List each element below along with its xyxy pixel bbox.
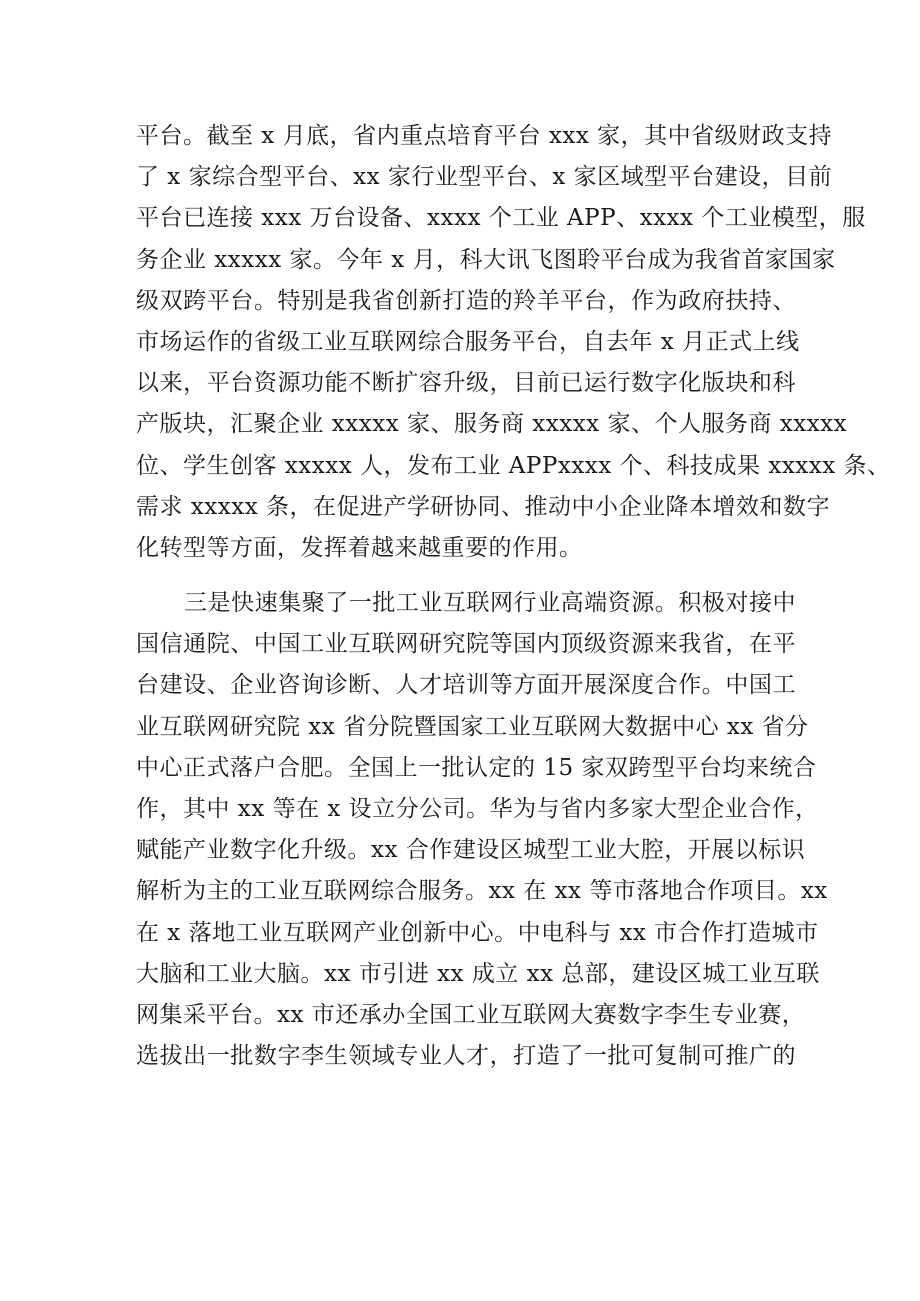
text-line: 在 x 落地工业互联网产业创新中心。中电科与 xx 市合作打造城市 xyxy=(136,919,819,946)
paragraph-2 xyxy=(136,583,828,1077)
text-line: 三是快速集聚了一批工业互联网行业高端资源。积极对接中 xyxy=(184,590,796,617)
paragraph-1 xyxy=(136,116,891,569)
text-line: 了 x 家综合型平台、xx 家行业型平台、x 家区域型平台建设，目前 xyxy=(136,164,833,191)
text-line: 大脑和工业大脑。xx 市引进 xx 成立 xx 总部，建设区城工业互联 xyxy=(136,960,820,987)
text-line: 国信通院、中国工业互联网研究院等国内顶级资源来我省，在平 xyxy=(136,631,796,658)
text-line: 台建设、企业咨询诊断、人才培训等方面开展深度合作。中国工 xyxy=(136,672,796,699)
text-line: 产版块，汇聚企业 xxxxx 家、服务商 xxxxx 家、个人服务商 xxxxx xyxy=(136,411,848,438)
paragraph-gap xyxy=(136,569,796,583)
text-line: 以来，平台资源功能不断扩容升级，目前已运行数字化版块和科 xyxy=(136,370,796,397)
text-line: 作，其中 xx 等在 x 设立分公司。华为与省内多家大型企业合作， xyxy=(136,796,819,822)
text-line: 平台已连接 xxx 万台设备、xxxx 个工业 APP、xxxx 个工业模型，服 xyxy=(136,205,866,232)
text-line: 级双跨平台。特别是我省创新打造的羚羊平台，作为政府扶持、 xyxy=(136,287,796,314)
text-line: 市场运作的省级工业互联网综合服务平台，自去年 x 月正式上线 xyxy=(136,328,800,355)
document-body xyxy=(136,116,891,1077)
text-line: 需求 xxxxx 条，在促进产学研协同、推动中小企业降本增效和数字 xyxy=(136,493,830,520)
text-line: 位、学生创客 xxxxx 人，发布工业 APPxxxx 个、科技成果 xxxxx 条、 xyxy=(136,452,891,479)
text-line: 化转型等方面，发挥着越来越重要的作用。 xyxy=(136,534,583,561)
text-line: 务企业 xxxxx 家。今年 x 月，科大讯飞图聆平台成为我省首家国家 xyxy=(136,246,836,273)
text-line: 网集采平台。xx 市还承办全国工业互联网大赛数字李生专业赛， xyxy=(136,1001,806,1028)
text-line: 中心正式落户合肥。全国上一批认定的 15 家双跨型平台均来统合 xyxy=(136,754,817,781)
text-line: 业互联网研究院 xx 省分院暨国家工业互联网大数据中心 xx 省分 xyxy=(136,713,809,740)
text-line: 解析为主的工业互联网综合服务。xx 在 xx 等市落地合作项目。xx xyxy=(136,878,828,905)
text-line: 赋能产业数字化升级。xx 合作建设区城型工业大腔，开展以标识 xyxy=(136,837,806,864)
text-line: 选拔出一批数字李生领域专业人才，打造了一批可复制可推广的 xyxy=(136,1043,796,1070)
text-line: 平台。截至 x 月底，省内重点培育平台 xxx 家，其中省级财政支持 xyxy=(136,123,833,149)
